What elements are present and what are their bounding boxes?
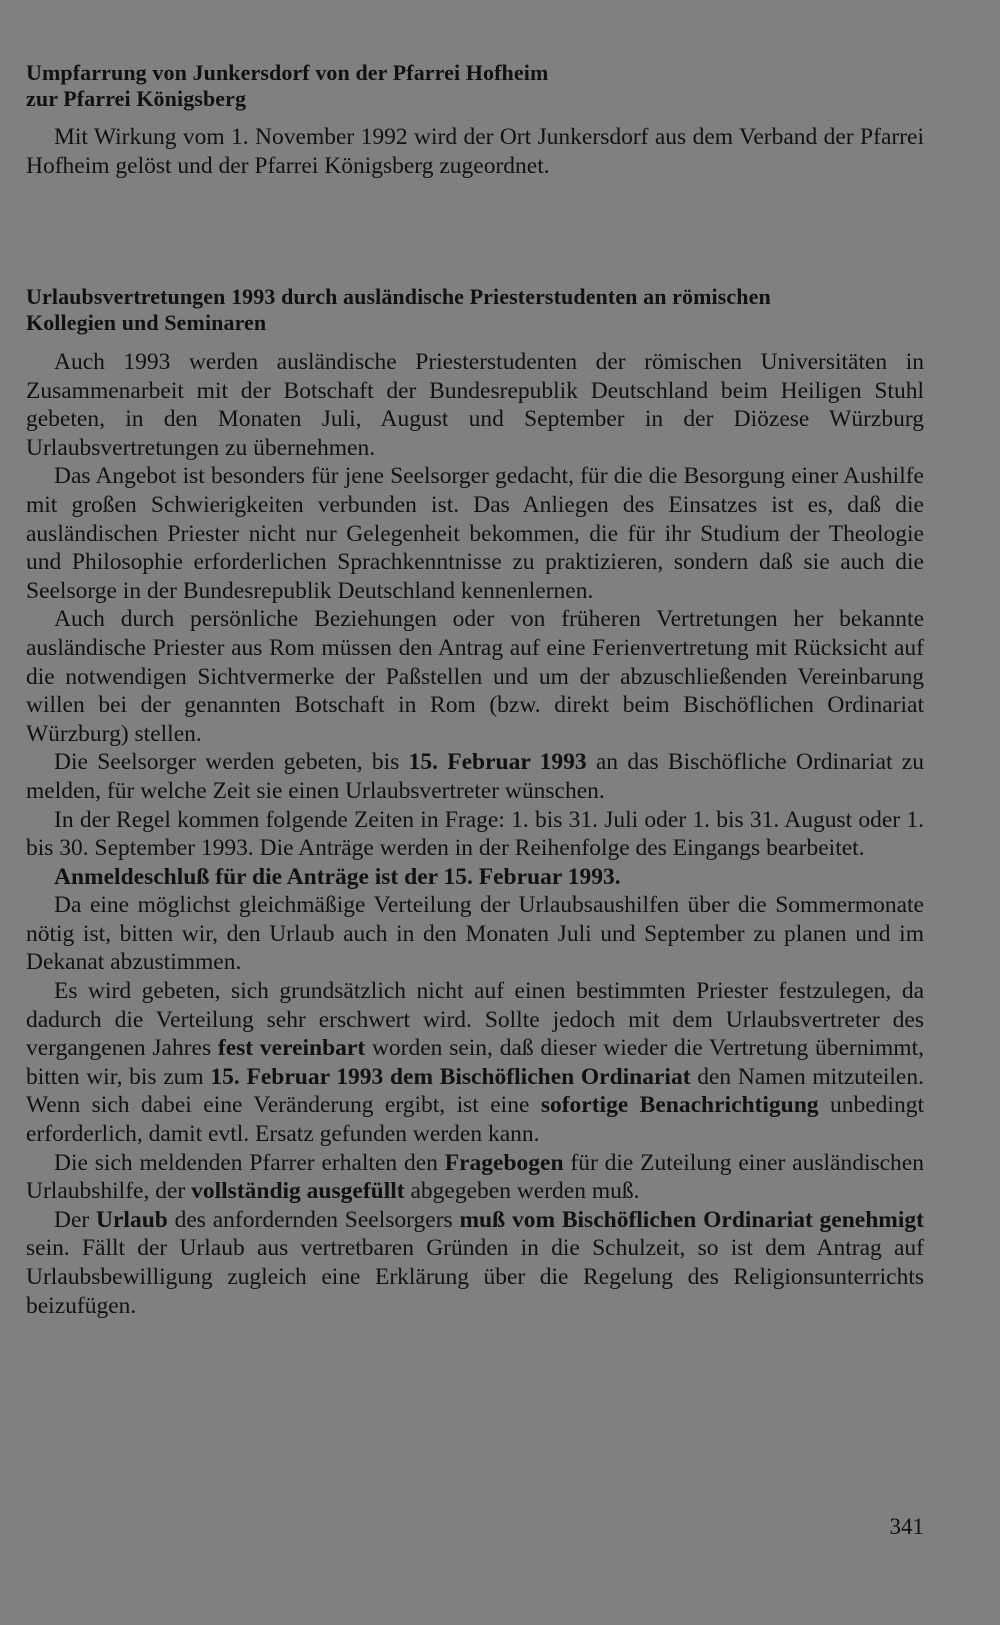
body [26,348,924,1320]
paragraph: Auch 1993 werden ausländische Priesterstudenten der römischen Universitäten in Zusammenarbeit mit der Botschaft der Bundesrepublik Deutschland beim Heiligen Stuhl gebeten, in den Monaten Juli, August und September in der Diözese Würzburg Urlaubsvertretungen zu übernehmen. [26,349,924,461]
heading-line-1: Urlaubsvertretungen 1993 durch ausländische Priesterstudenten an römischen [26,284,771,309]
emphasis: 15. Februar 1993 [408,749,587,776]
paragraph: Das Angebot ist besonders für jene Seelsorger gedacht, für die die Besorgung einer Aushilfe mit großen Schwierigkeiten verbunden ist. Das Anliegen des Einsatzes ist es, daß die ausländischen Priester nicht nur Gelegenheit bekommen, die für ihr Studium der Theologie und Philosophie erforderlichen Sprachkenntnisse zu praktizieren, sondern daß sie auch die Seelsorge in der Bundesrepublik Deutschland kennenlernen. [26,463,924,604]
section-urlaubsvertretungen [26,284,924,1320]
section-heading [26,284,924,336]
emphasis: Anmeldeschluß für die Anträge ist der 15. Februar 1993. [54,863,621,890]
text: an das Bischöfliche Ordinariat zu melden, für welche Zeit sie einen Urlaubsvertreter wünschen. [26,749,924,804]
section-umpfarrung [26,60,924,180]
emphasis: vollständig ausgefüllt [191,1178,405,1205]
emphasis: fest vereinbart [217,1035,366,1062]
section-heading [26,60,924,112]
paragraph: Auch durch persönliche Beziehungen oder von früheren Vertretungen her bekannte ausländische Priester aus Rom müssen den Antrag auf eine Ferienvertretung mit Rücksicht auf die notwendigen Sichtvermerke der Paßstellen und um der abzuschließenden Vereinbarung willen bei der genannten Botschaft in Rom (bzw. direkt beim Bischöflichen Ordinariat Würzburg) stellen. [26,606,924,747]
text: Der [54,1206,97,1233]
text: Es wird gebeten, sich grundsätzlich nicht auf einen bestimmten Priester festzulegen, da dadurch die Verteilung sehr erschwert wird. Sollte jedoch mit dem Urlaubsvertreter des vergangenen Jahres [26,978,924,1062]
emphasis: 15. Februar 1993 dem Bischöflichen Ordinariat [210,1063,691,1090]
emphasis: sofortige Benachrichtigung [540,1092,819,1119]
paragraph: Mit Wirkung vom 1. November 1992 wird der Ort Junkersdorf aus dem Verband der Pfarrei Hofheim gelöst und der Pfarrei Königsberg zugeordnet. [26,124,924,179]
text: worden sein, daß dieser wieder die Vertretung übernimmt, bitten wir, bis zum [26,1035,924,1090]
paragraph [26,863,924,892]
heading-line-1: Umpfarrung von Junkersdorf von der Pfarrei Hofheim [26,60,549,85]
paragraph [26,1206,924,1320]
heading-line-2: Kollegien und Seminaren [26,310,267,335]
text: den Namen mitzuteilen. Wenn sich dabei eine Veränderung ergibt, ist eine [26,1063,924,1119]
text: Die sich meldenden Pfarrer erhalten den [54,1149,445,1176]
heading-line-2: zur Pfarrei Königsberg [26,86,247,111]
text: abgegeben werden muß. [404,1178,640,1205]
text: Die Seelsorger werden gebeten, bis [54,749,409,776]
emphasis: Urlaub [96,1206,168,1233]
text: des anfordernden Seelsorgers [167,1206,460,1233]
text: sein. Fällt der Urlaub aus vertretbaren Gründen in die Schulzeit, so ist dem Antrag auf Urlaubsbewilligung zugleich eine Erklärung über die Regelung des Religionsunterrichts beizufügen. [26,1235,924,1319]
text: für die Zuteilung einer ausländischen Urlaubshilfe, der [26,1149,924,1205]
emphasis: muß vom Bischöflichen Ordinariat genehmigt [459,1206,924,1233]
emphasis: Fragebogen [444,1149,564,1176]
paragraph: In der Regel kommen folgende Zeiten in Frage: 1. bis 31. Juli oder 1. bis 31. August oder 1. bis 30. September 1993. Die Anträge werden in der Reihenfolge des Eingangs bearbeitet. [26,806,924,862]
page-number: 341 [889,1514,924,1539]
paragraph [26,748,924,805]
paragraph: Da eine möglichst gleichmäßige Verteilung der Urlaubsaushilfen über die Sommermonate nötig ist, bitten wir, den Urlaub auch in den Monaten Juli und September zu planen und im Dekanat abzustimmen. [26,892,924,976]
paragraph [26,977,924,1149]
paragraph [26,1149,924,1206]
text: unbedingt erforderlich, damit evtl. Ersatz gefunden werden kann. [26,1092,924,1148]
